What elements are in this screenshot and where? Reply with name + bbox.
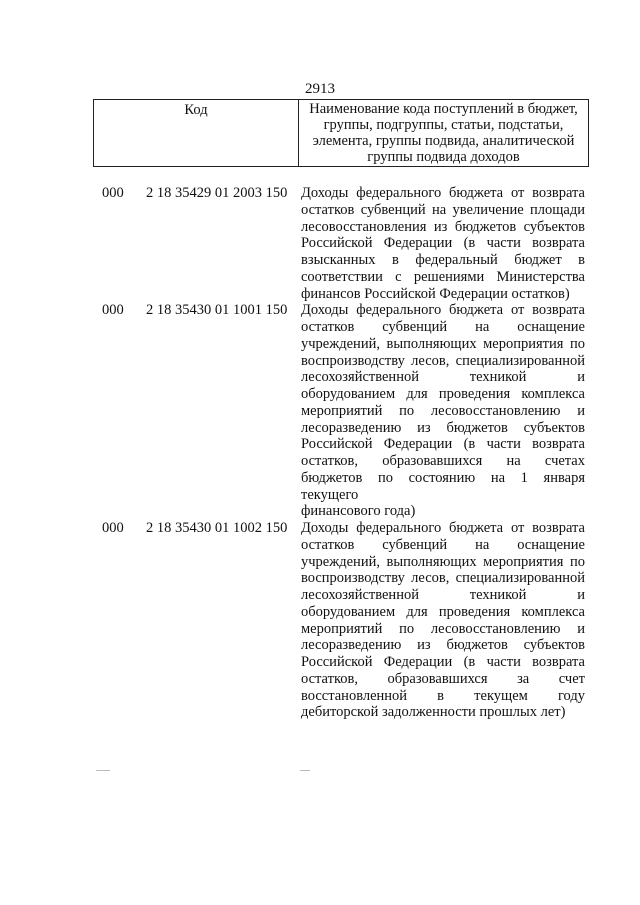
description-line: остатков субвенций на оснащение: [301, 319, 585, 335]
table-body: [0, 185, 640, 721]
description-line: восстановленной в текущем году: [301, 687, 585, 704]
description-line: Российской Федерации (в части возврата: [301, 436, 585, 453]
description-line: оборудованием для проведения комплекса: [301, 386, 585, 402]
scan-mark: [300, 770, 310, 771]
revenue-code: 2 18 35429 01 2003 150: [146, 185, 288, 201]
table-row: [0, 302, 640, 520]
admin-code: 000: [102, 302, 124, 319]
description-line: воспроизводству лесов, специализированной: [301, 352, 585, 369]
header-code-cell: Код: [94, 100, 299, 166]
revenue-code: 2 18 35430 01 1002 150: [146, 520, 288, 536]
description-line: учреждений, выполняющих мероприятия по: [301, 335, 585, 352]
revenue-code: 2 18 35430 01 1001 150: [146, 302, 288, 319]
description-line: остатков субвенций на оснащение: [301, 536, 585, 553]
description-line: финансов Российской Федерации остатков): [301, 285, 570, 302]
description-line: лесохозяйственной техникой и: [301, 587, 585, 603]
description-line: взысканных в федеральный бюджет в: [301, 252, 585, 268]
admin-code: 000: [102, 185, 124, 201]
description-line: мероприятий по лесовосстановлению и: [301, 402, 585, 419]
description-line: Российской Федерации (в части возврата: [301, 235, 585, 252]
description-line: соответствии с решениями Министерства: [301, 268, 585, 285]
description-line: лесоразведению из бюджетов субъектов: [301, 419, 585, 436]
revenue-description: [301, 302, 585, 520]
header-name-cell: Наименование кода поступлений в бюджет, группы, подгруппы, статьи, подстатьи, элемента, группы подвида, аналитической группы подвида доходов: [309, 101, 578, 165]
table-header: [93, 99, 589, 167]
table-row: [0, 185, 640, 302]
description-line: Доходы федерального бюджета от возврата: [301, 185, 585, 201]
description-line: остатков субвенций на увеличение площади: [301, 201, 585, 218]
page-number: 2913: [305, 81, 335, 97]
description-line: Российской Федерации (в части возврата: [301, 654, 585, 670]
description-line: остатков, образовавшихся за счет: [301, 670, 585, 687]
description-line: оборудованием для проведения комплекса: [301, 603, 585, 620]
description-line: финансового года): [301, 503, 416, 520]
description-line: Доходы федерального бюджета от возврата: [301, 520, 585, 536]
description-line: лесовосстановления из бюджетов субъектов: [301, 218, 585, 235]
scan-mark: [96, 770, 110, 771]
revenue-description: [301, 185, 585, 302]
description-line: учреждений, выполняющих мероприятия по: [301, 553, 585, 570]
description-line: воспроизводству лесов, специализированной: [301, 570, 585, 587]
description-line: лесохозяйственной техникой и: [301, 369, 585, 386]
description-line: Доходы федерального бюджета от возврата: [301, 302, 585, 319]
revenue-description: [301, 520, 585, 721]
table-row: [0, 520, 640, 721]
description-line: мероприятий по лесовосстановлению и: [301, 620, 585, 637]
description-line: остатков, образовавшихся на счетах: [301, 453, 585, 469]
admin-code: 000: [102, 520, 124, 536]
description-line: лесоразведению из бюджетов субъектов: [301, 637, 585, 654]
description-line: дебиторской задолженности прошлых лет): [301, 704, 566, 721]
description-line: бюджетов по состоянию на 1 января текущего: [301, 469, 585, 503]
